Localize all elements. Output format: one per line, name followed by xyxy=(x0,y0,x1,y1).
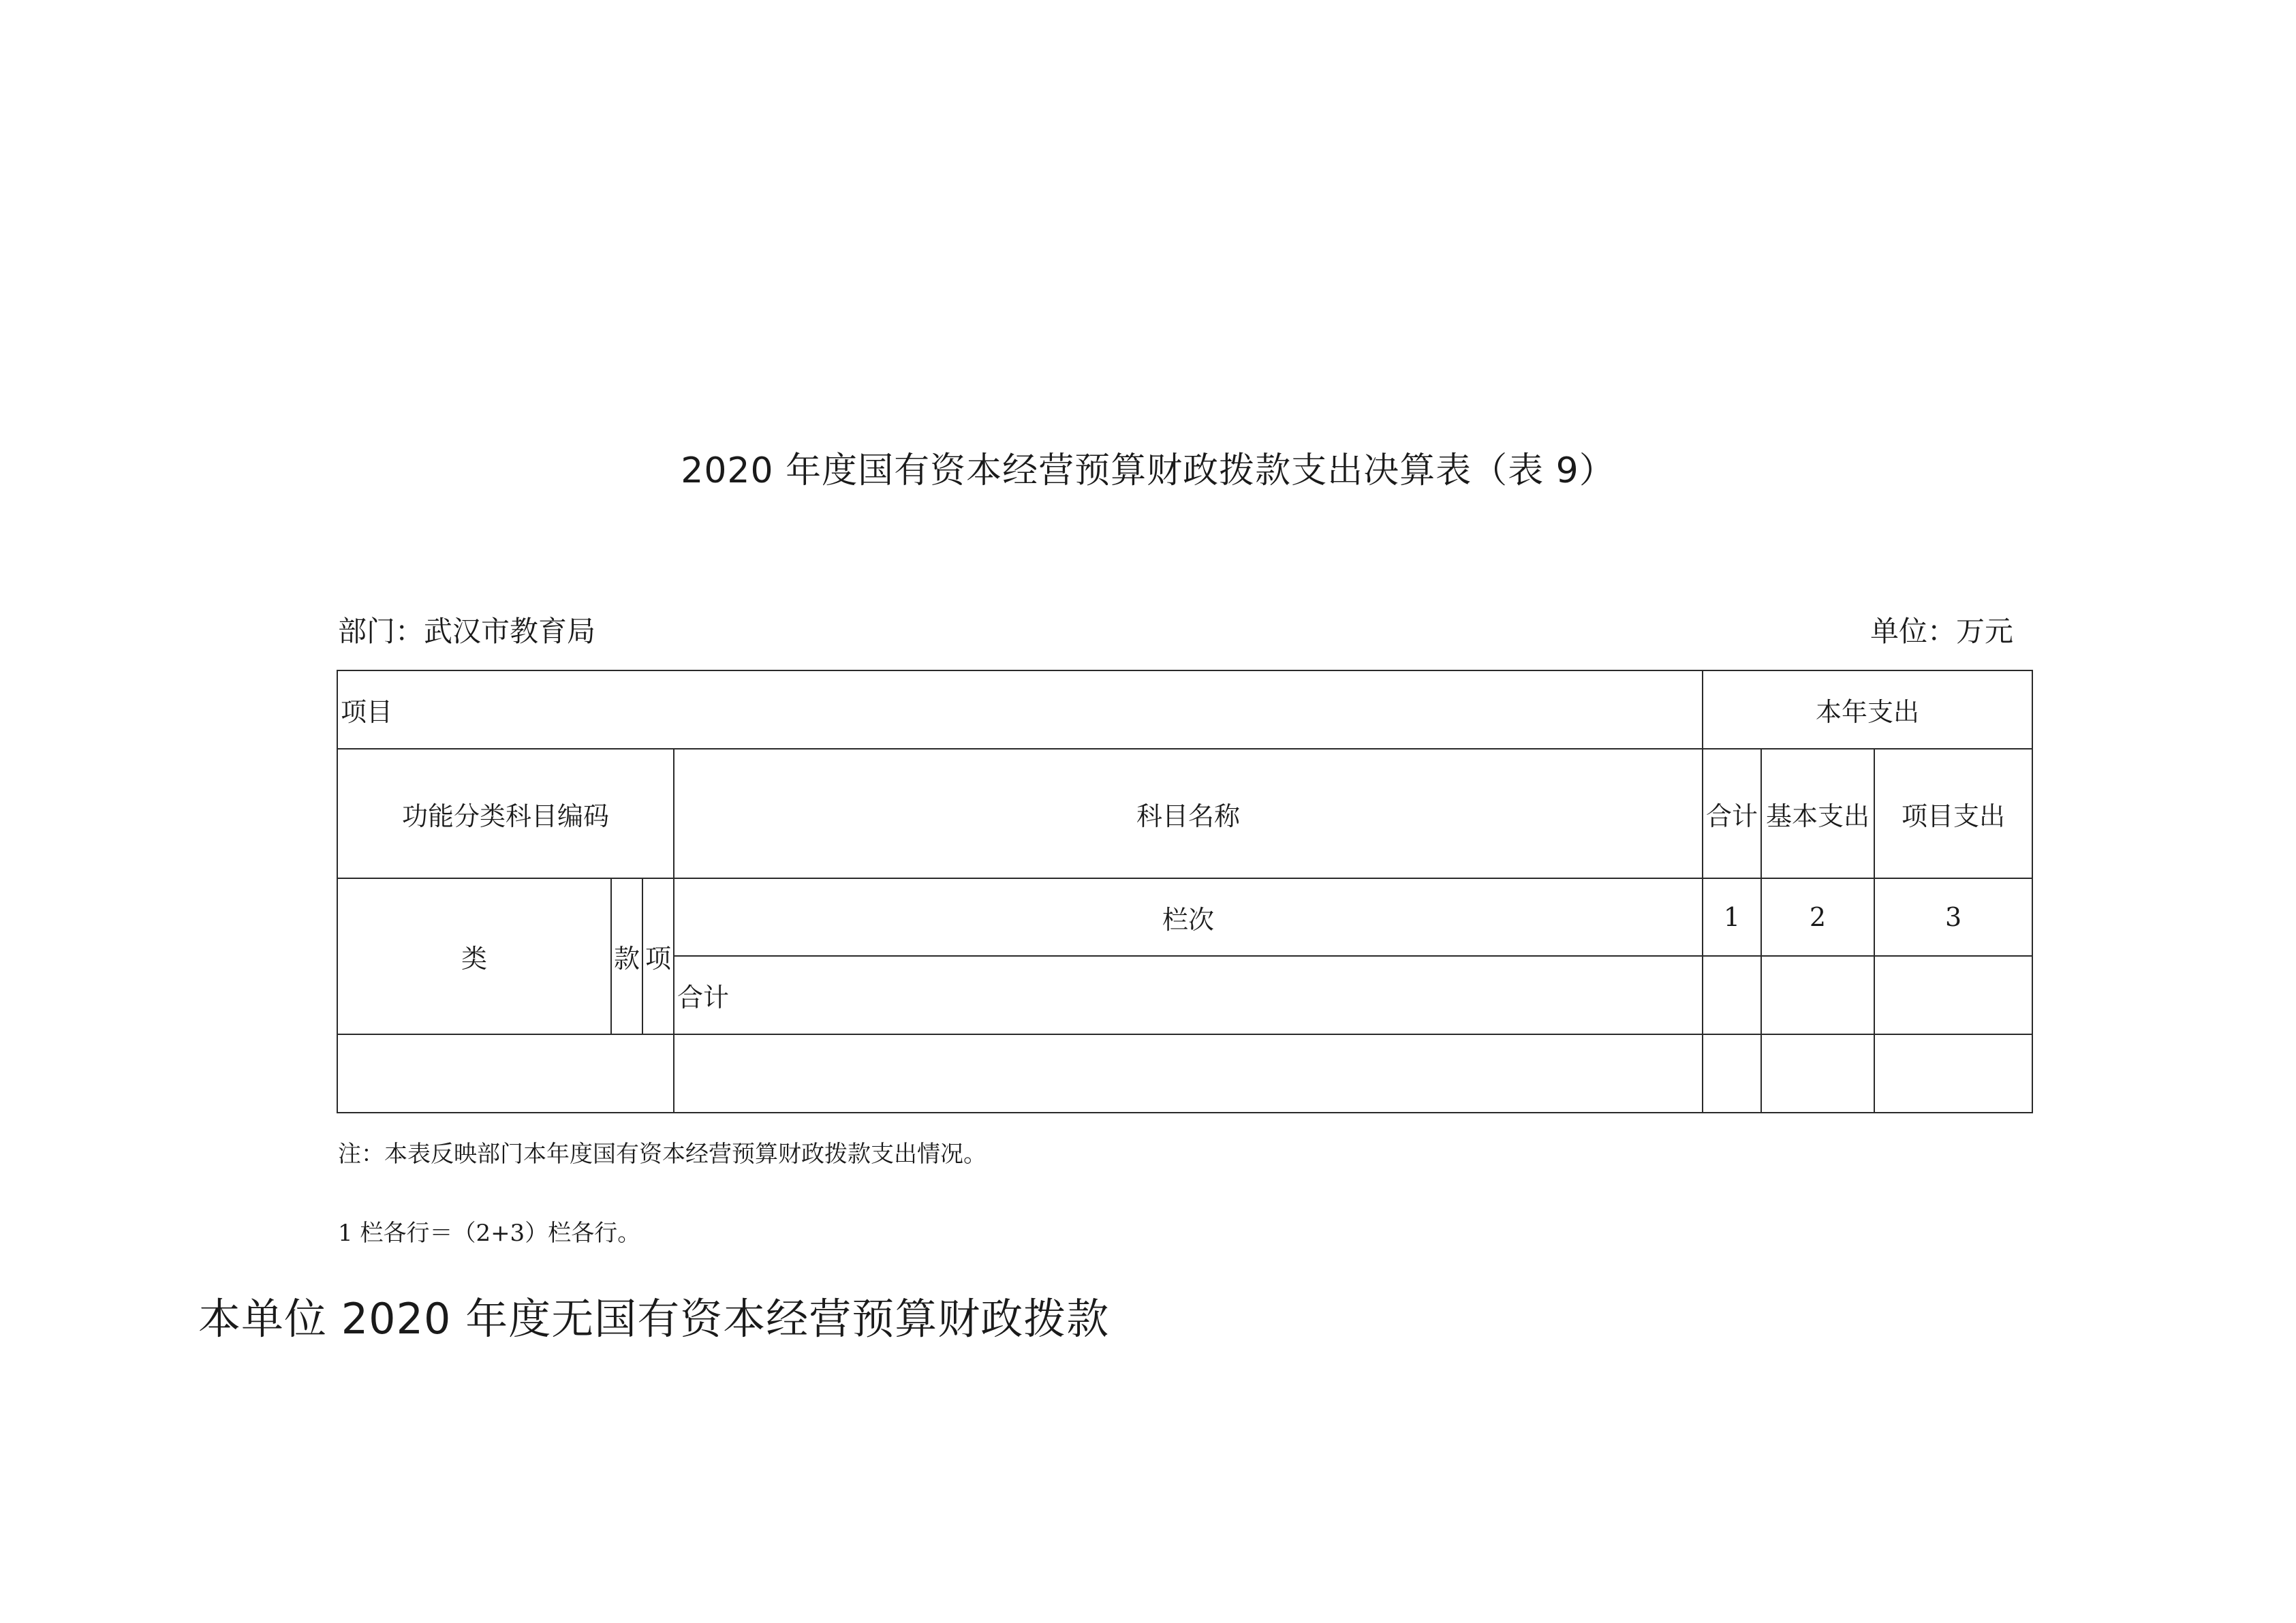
unit-label: 单位：万元 xyxy=(1870,615,2014,648)
empty-basic-cell xyxy=(1761,1034,1874,1113)
department-label: 部门：武汉市教育局 xyxy=(338,615,596,648)
total-row-label: 合计 xyxy=(674,956,1703,1034)
current-year-expense-header: 本年支出 xyxy=(1703,670,2032,749)
total-row-total-cell xyxy=(1703,956,1761,1034)
column-index-label: 栏次 xyxy=(674,878,1703,956)
item-header: 项 xyxy=(642,878,674,1034)
basic-expense-header: 基本支出 xyxy=(1761,749,1874,878)
no-data-statement: 本单位 2020 年度无国有资本经营预算财政拨款 xyxy=(198,1294,1110,1344)
page-title: 2020 年度国有资本经营预算财政拨款支出决算表（表 9） xyxy=(681,450,1615,491)
total-header: 合计 xyxy=(1703,749,1761,878)
subject-name-header: 科目名称 xyxy=(674,749,1703,878)
header-row-1 xyxy=(337,670,2032,749)
column-index-1: 1 xyxy=(1703,878,1761,956)
project-expense-header: 项目支出 xyxy=(1874,749,2032,878)
empty-project-cell xyxy=(1874,1034,2032,1113)
project-header: 项目 xyxy=(337,670,1703,749)
total-row-project-cell xyxy=(1874,956,2032,1034)
table-note: 注：本表反映部门本年度国有资本经营预算财政拨款支出情况。 xyxy=(338,1141,987,1168)
column-index-3: 3 xyxy=(1874,878,2032,956)
header-row-2 xyxy=(337,749,2032,878)
empty-data-row xyxy=(337,1034,2032,1113)
budget-table xyxy=(337,670,2033,1113)
empty-code-cell xyxy=(337,1034,674,1113)
total-row-basic-cell xyxy=(1761,956,1874,1034)
column-index-row xyxy=(337,878,2032,956)
empty-name-cell xyxy=(674,1034,1703,1113)
category-header: 类 xyxy=(337,878,611,1034)
column-index-2: 2 xyxy=(1761,878,1874,956)
empty-total-cell xyxy=(1703,1034,1761,1113)
formula-note: 1 栏各行＝（2+3）栏各行。 xyxy=(338,1220,641,1247)
section-header: 款 xyxy=(611,878,642,1034)
func-code-header: 功能分类科目编码 xyxy=(337,749,674,878)
